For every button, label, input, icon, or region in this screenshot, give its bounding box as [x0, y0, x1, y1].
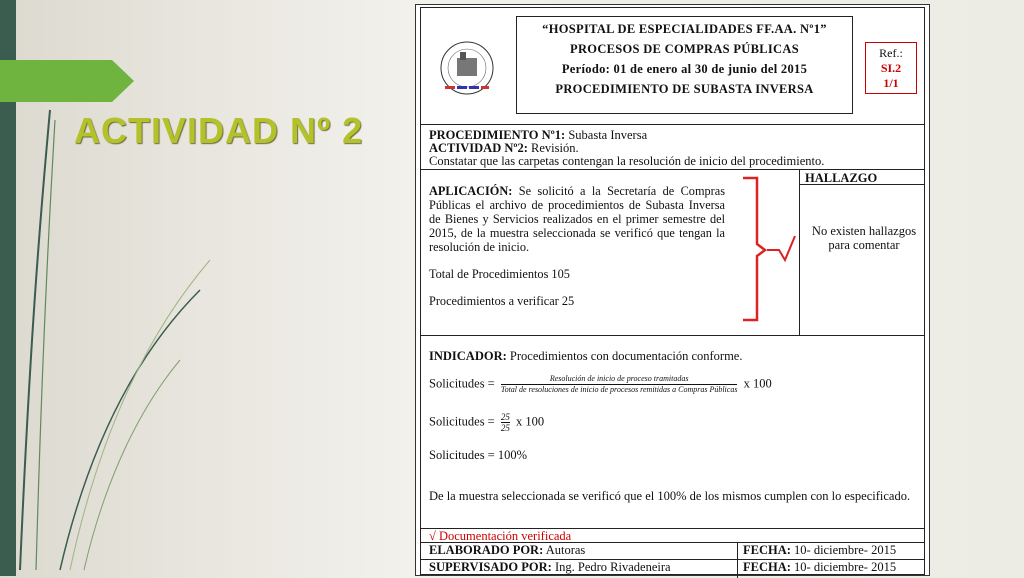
header-hospital: “HOSPITAL DE ESPECIALIDADES FF.AA. Nº1”: [542, 22, 827, 36]
fecha2-label: FECHA:: [743, 560, 791, 574]
fecha2-row: [743, 561, 896, 574]
indicador-text: Procedimientos con documentación conforme.: [509, 349, 743, 363]
aplicacion-label: APLICACIÓN:: [429, 184, 513, 198]
feather-decoration: [0, 100, 230, 576]
procedimientos-verificar: Procedimientos a verificar 25: [429, 294, 575, 308]
ref-page: 1/1: [883, 76, 899, 90]
reference-box: [865, 42, 917, 94]
header-process: PROCESOS DE COMPRAS PÚBLICAS: [570, 42, 799, 56]
divider: [421, 335, 924, 336]
title-arrow-shape: [0, 60, 134, 102]
formula1-denominator: Total de resoluciones de inicio de procesos remitidas a Compras Públicas: [500, 385, 738, 394]
procedimiento-label: PROCEDIMIENTO Nº1:: [429, 128, 566, 142]
indicador-label: INDICADOR:: [429, 349, 507, 363]
formula2-numerator: 25: [500, 412, 510, 422]
hallazgo-header: HALLAZGO: [805, 171, 878, 185]
elaborado-value: Autoras: [545, 543, 586, 557]
formula1-fraction: [501, 374, 738, 395]
document-header: [516, 16, 853, 114]
supervisado-value: Ing. Pedro Rivadeneira: [554, 560, 671, 574]
formula1-numerator: Resolución de inicio de proceso tramitadas: [501, 374, 738, 385]
formula2-lhs: Solicitudes =: [429, 414, 495, 429]
conclusion-text: De la muestra seleccionada se verificó que el 100% de los mismos cumplen con lo especificado.: [429, 489, 911, 503]
slide-title: ACTIVIDAD Nº 2: [74, 110, 364, 151]
formula-general: [429, 374, 772, 395]
supervisado-row: [429, 561, 671, 574]
procedimiento-value: Subasta Inversa: [568, 128, 648, 142]
formula-result: Solicitudes = 100%: [429, 448, 528, 462]
ref-label: Ref.:: [879, 46, 903, 60]
constatar-text: Constatar que las carpetas contengan la resolución de inicio del procedimiento.: [429, 154, 825, 168]
aplicacion-text: Se solicitó a la Secretaría de Compras Públicas el archivo de procedimientos de Subasta Inversa de Bienes y Servicios realizados en el primer semestre del 2015, de la muestra seleccionada se verificó que tengan la resolución de inicio.: [429, 184, 725, 254]
fecha1-value: 10- diciembre- 2015: [794, 543, 897, 557]
header-period: Período: 01 de enero al 30 de junio del 2015: [561, 62, 808, 76]
hallazgo-divider: [799, 169, 800, 335]
supervisado-label: SUPERVISADO POR:: [429, 560, 552, 574]
red-brace-annotation: [739, 174, 799, 324]
formula1-lhs: Solicitudes =: [429, 376, 495, 391]
elaborado-row: [429, 544, 585, 557]
hospital-logo-icon: [433, 38, 501, 100]
fecha2-value: 10- diciembre- 2015: [794, 560, 897, 574]
documentacion-verificada: √ Documentación verificada: [429, 529, 572, 543]
formula-values: [429, 412, 544, 433]
actividad-label: ACTIVIDAD Nº2:: [429, 141, 528, 155]
ref-code: SI.2: [880, 61, 902, 75]
footer-divider: [737, 542, 738, 578]
actividad-value: Revisión.: [531, 141, 579, 155]
aplicacion-block: [429, 184, 725, 308]
indicador-row: [429, 349, 742, 364]
formula1-multiplier: x 100: [743, 376, 772, 391]
audit-document: [415, 4, 930, 576]
formula2-denominator: 25: [500, 423, 510, 433]
total-procedimientos: Total de Procedimientos 105: [429, 267, 570, 281]
header-procedure: PROCEDIMIENTO DE SUBASTA INVERSA: [555, 82, 814, 96]
divider: [421, 124, 924, 125]
fecha1-row: [743, 544, 896, 557]
hallazgo-text: No existen hallazgos para comentar: [811, 224, 917, 252]
elaborado-label: ELABORADO POR:: [429, 543, 544, 557]
fecha1-label: FECHA:: [743, 543, 791, 557]
divider: [421, 169, 924, 170]
formula2-fraction: [501, 412, 510, 433]
formula2-multiplier: x 100: [515, 414, 545, 429]
